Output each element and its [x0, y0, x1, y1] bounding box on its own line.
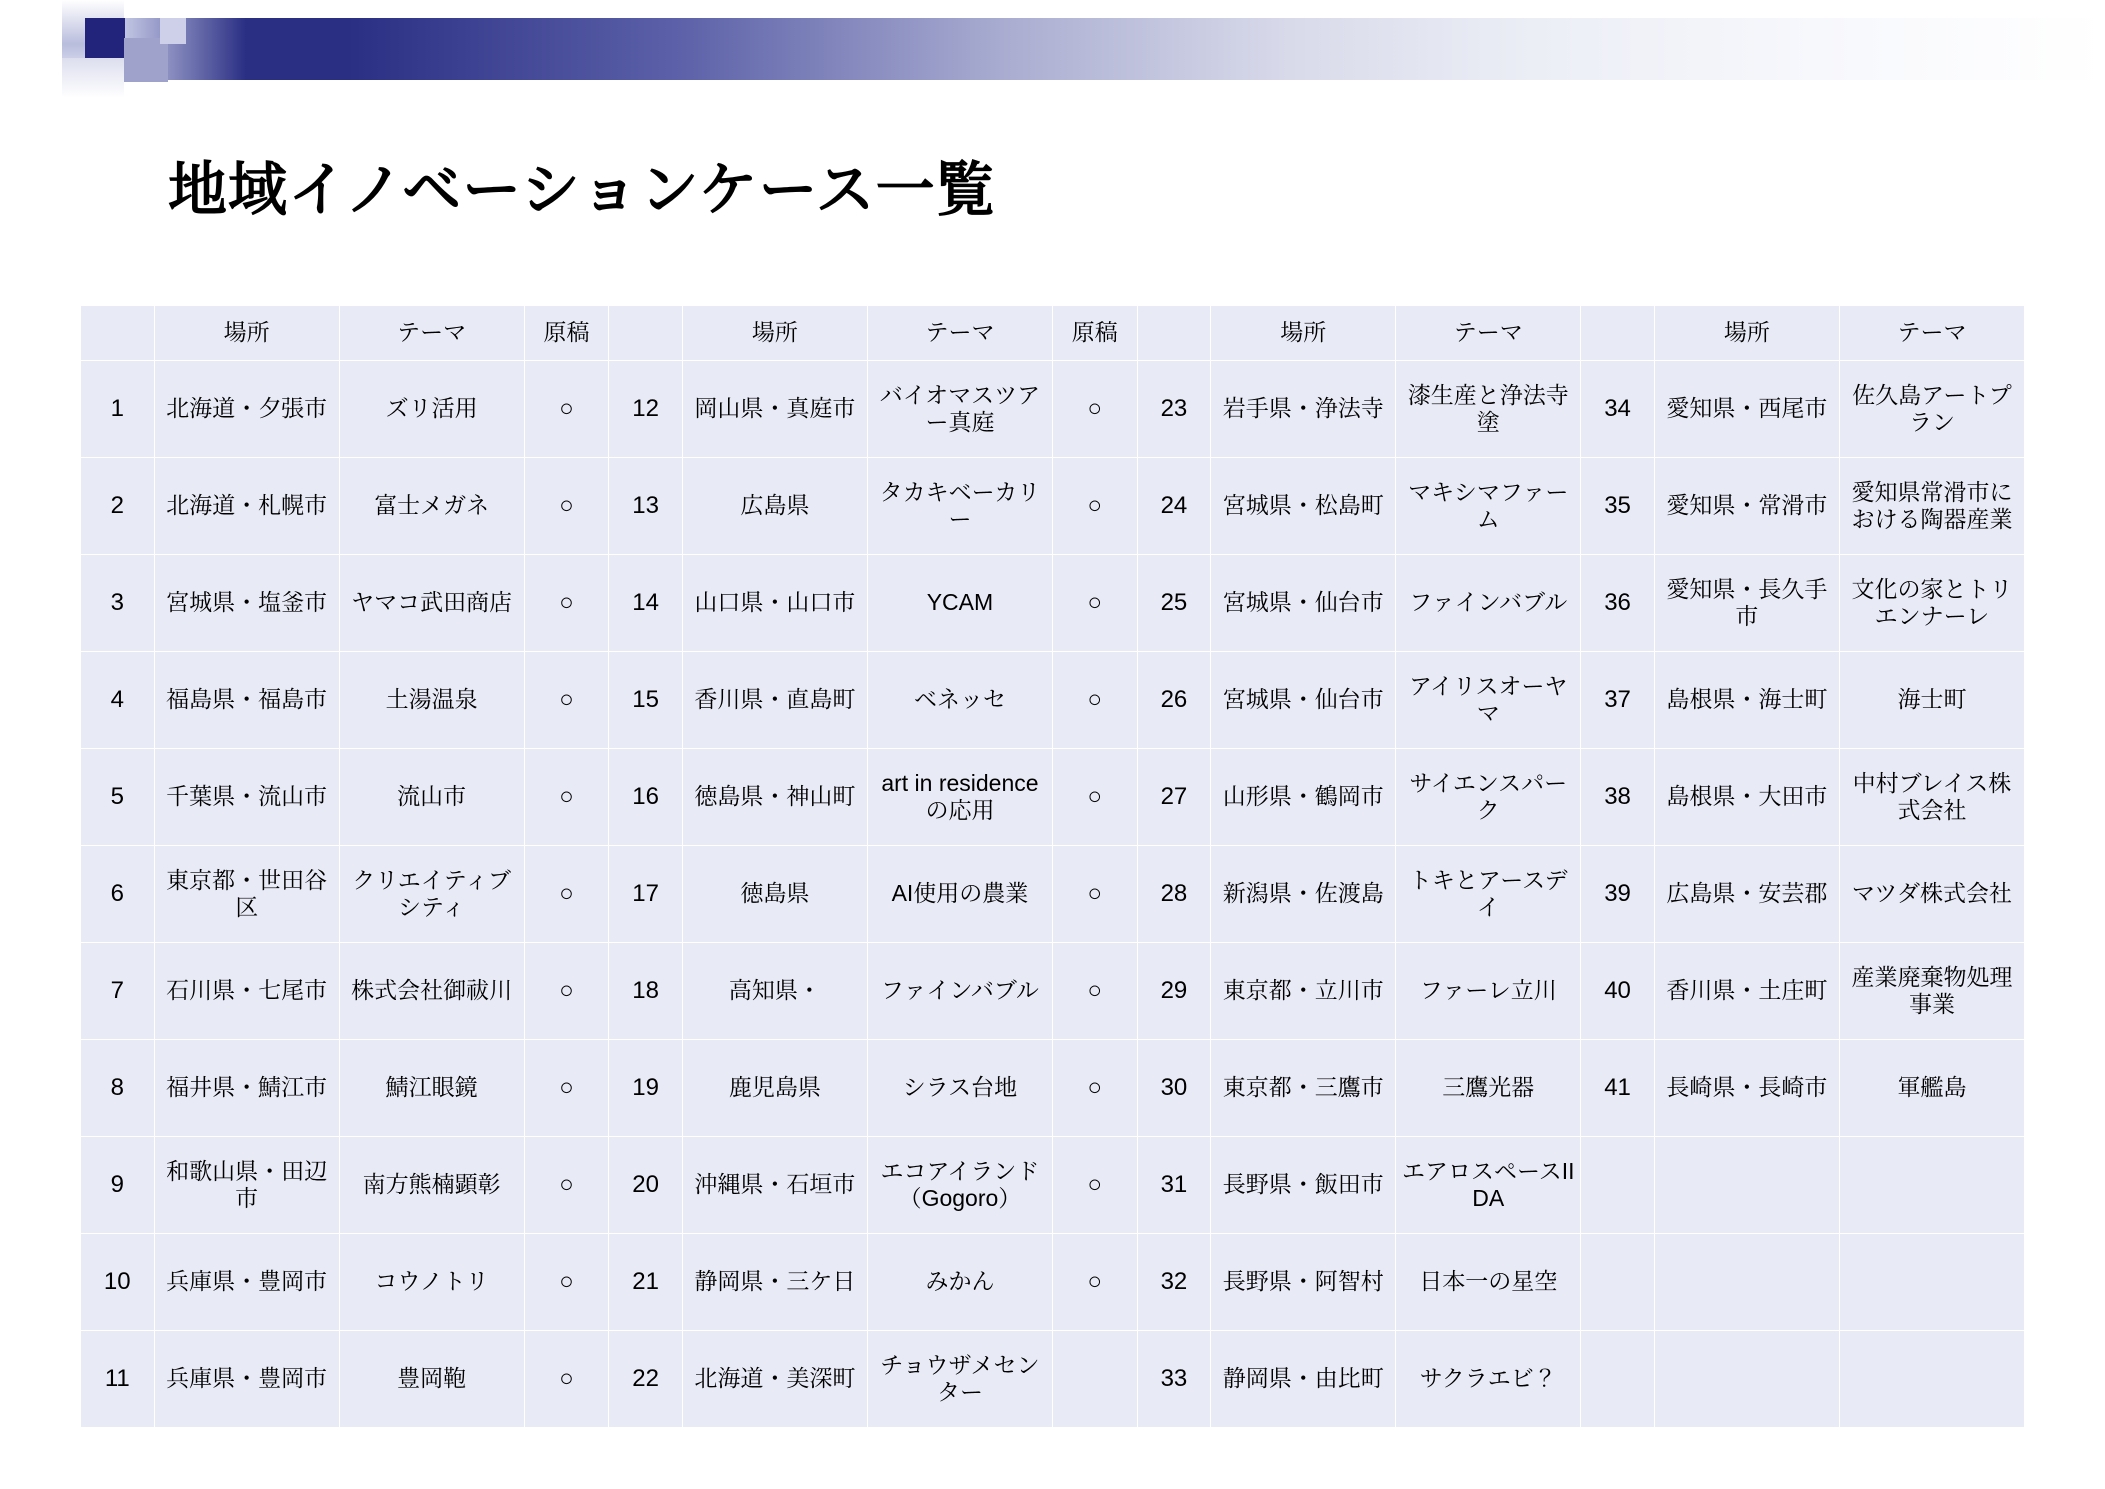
case-theme — [1839, 1234, 2024, 1331]
column-header-8 — [1137, 306, 1211, 361]
case-place — [1654, 1331, 1839, 1428]
case-theme: 株式会社御祓川 — [339, 943, 524, 1040]
case-place: 東京都・立川市 — [1211, 943, 1396, 1040]
case-theme: 文化の家とトリエンナーレ — [1839, 555, 2024, 652]
case-place: 北海道・美深町 — [682, 1331, 867, 1428]
case-number: 15 — [609, 652, 683, 749]
slide-header-band — [0, 0, 2105, 118]
case-theme: 中村ブレイス株式会社 — [1839, 749, 2024, 846]
case-manuscript-mark — [1052, 1331, 1137, 1428]
case-place: 千葉県・流山市 — [154, 749, 339, 846]
case-place: 愛知県・西尾市 — [1654, 361, 1839, 458]
case-number: 32 — [1137, 1234, 1211, 1331]
case-place: 東京都・世田谷区 — [154, 846, 339, 943]
case-place: 東京都・三鷹市 — [1211, 1040, 1396, 1137]
case-number: 23 — [1137, 361, 1211, 458]
column-header-4 — [609, 306, 683, 361]
case-place: 愛知県・長久手市 — [1654, 555, 1839, 652]
decor-square-dark — [85, 18, 125, 58]
decor-square-mid — [124, 38, 168, 82]
case-place — [1654, 1137, 1839, 1234]
case-place: 静岡県・三ケ日 — [682, 1234, 867, 1331]
case-number — [1581, 1137, 1655, 1234]
case-number: 3 — [81, 555, 155, 652]
case-theme: AI使用の農業 — [867, 846, 1052, 943]
case-number: 29 — [1137, 943, 1211, 1040]
case-number: 25 — [1137, 555, 1211, 652]
case-theme: エコアイランド（Gogoro） — [867, 1137, 1052, 1234]
page-title: 地域イノベーションケース一覧 — [168, 157, 996, 223]
case-manuscript-mark: ○ — [1052, 943, 1137, 1040]
case-theme: 土湯温泉 — [339, 652, 524, 749]
case-number: 13 — [609, 458, 683, 555]
case-number: 22 — [609, 1331, 683, 1428]
case-manuscript-mark: ○ — [524, 1331, 609, 1428]
case-number: 41 — [1581, 1040, 1655, 1137]
case-theme: YCAM — [867, 555, 1052, 652]
case-theme: 産業廃棄物処理事業 — [1839, 943, 2024, 1040]
case-theme — [1839, 1137, 2024, 1234]
case-place: 長野県・飯田市 — [1211, 1137, 1396, 1234]
column-header-3: 原稿 — [524, 306, 609, 361]
case-manuscript-mark: ○ — [524, 1234, 609, 1331]
table-row — [81, 1040, 2025, 1137]
case-number: 10 — [81, 1234, 155, 1331]
case-place: 長野県・阿智村 — [1211, 1234, 1396, 1331]
case-theme: トキとアースデイ — [1396, 846, 1581, 943]
case-theme: 漆生産と浄法寺塗 — [1396, 361, 1581, 458]
table-row — [81, 652, 2025, 749]
case-number: 18 — [609, 943, 683, 1040]
case-theme: 軍艦島 — [1839, 1040, 2024, 1137]
case-manuscript-mark: ○ — [524, 555, 609, 652]
case-place: 島根県・海士町 — [1654, 652, 1839, 749]
case-number: 2 — [81, 458, 155, 555]
case-number: 37 — [1581, 652, 1655, 749]
case-place: 宮城県・塩釜市 — [154, 555, 339, 652]
case-number: 7 — [81, 943, 155, 1040]
case-number: 9 — [81, 1137, 155, 1234]
case-number: 1 — [81, 361, 155, 458]
case-theme: ファインバブル — [867, 943, 1052, 1040]
case-number: 17 — [609, 846, 683, 943]
case-theme: サクラエビ？ — [1396, 1331, 1581, 1428]
case-place: 香川県・土庄町 — [1654, 943, 1839, 1040]
case-place: 長崎県・長崎市 — [1654, 1040, 1839, 1137]
case-theme: マキシマファーム — [1396, 458, 1581, 555]
case-place: 北海道・札幌市 — [154, 458, 339, 555]
case-theme: サイエンスパーク — [1396, 749, 1581, 846]
case-place: 兵庫県・豊岡市 — [154, 1331, 339, 1428]
case-theme: ファーレ立川 — [1396, 943, 1581, 1040]
case-number: 19 — [609, 1040, 683, 1137]
case-number: 16 — [609, 749, 683, 846]
case-theme: 富士メガネ — [339, 458, 524, 555]
case-manuscript-mark: ○ — [1052, 555, 1137, 652]
case-theme: エアロスペースIIDA — [1396, 1137, 1581, 1234]
case-place: 岡山県・真庭市 — [682, 361, 867, 458]
case-theme: 鯖江眼鏡 — [339, 1040, 524, 1137]
column-header-9: 場所 — [1211, 306, 1396, 361]
case-number — [1581, 1331, 1655, 1428]
case-number: 39 — [1581, 846, 1655, 943]
case-theme: 日本一の星空 — [1396, 1234, 1581, 1331]
case-theme: みかん — [867, 1234, 1052, 1331]
case-number: 33 — [1137, 1331, 1211, 1428]
case-number: 24 — [1137, 458, 1211, 555]
case-theme: art in residenceの応用 — [867, 749, 1052, 846]
case-theme: タカキベーカリー — [867, 458, 1052, 555]
table-row — [81, 749, 2025, 846]
case-place: 宮城県・仙台市 — [1211, 555, 1396, 652]
case-number: 14 — [609, 555, 683, 652]
case-number: 5 — [81, 749, 155, 846]
case-theme: 豊岡鞄 — [339, 1331, 524, 1428]
case-place: 山形県・鶴岡市 — [1211, 749, 1396, 846]
case-number — [1581, 1234, 1655, 1331]
column-header-6: テーマ — [867, 306, 1052, 361]
case-theme: コウノトリ — [339, 1234, 524, 1331]
case-theme: ズリ活用 — [339, 361, 524, 458]
case-place: 愛知県・常滑市 — [1654, 458, 1839, 555]
decor-square-small — [160, 18, 186, 44]
case-theme: 愛知県常滑市における陶器産業 — [1839, 458, 2024, 555]
case-number: 21 — [609, 1234, 683, 1331]
case-place: 福島県・福島市 — [154, 652, 339, 749]
case-manuscript-mark: ○ — [524, 458, 609, 555]
case-theme: ファインバブル — [1396, 555, 1581, 652]
case-manuscript-mark: ○ — [1052, 1137, 1137, 1234]
case-number: 36 — [1581, 555, 1655, 652]
case-theme: バイオマスツアー真庭 — [867, 361, 1052, 458]
case-place: 福井県・鯖江市 — [154, 1040, 339, 1137]
case-number: 27 — [1137, 749, 1211, 846]
cases-table — [80, 305, 2025, 1428]
case-place: 山口県・山口市 — [682, 555, 867, 652]
case-theme: 三鷹光器 — [1396, 1040, 1581, 1137]
table-row — [81, 555, 2025, 652]
case-theme: シラス台地 — [867, 1040, 1052, 1137]
column-header-5: 場所 — [682, 306, 867, 361]
case-number: 35 — [1581, 458, 1655, 555]
case-number: 31 — [1137, 1137, 1211, 1234]
case-manuscript-mark: ○ — [1052, 458, 1137, 555]
case-place: 徳島県・神山町 — [682, 749, 867, 846]
case-number: 30 — [1137, 1040, 1211, 1137]
case-theme: 南方熊楠顕彰 — [339, 1137, 524, 1234]
case-number: 40 — [1581, 943, 1655, 1040]
table-header-row — [81, 306, 2025, 361]
column-header-10: テーマ — [1396, 306, 1581, 361]
case-place: 岩手県・浄法寺 — [1211, 361, 1396, 458]
column-header-1: 場所 — [154, 306, 339, 361]
cases-table-wrap — [80, 305, 2025, 1428]
case-number: 11 — [81, 1331, 155, 1428]
case-number: 12 — [609, 361, 683, 458]
case-number: 8 — [81, 1040, 155, 1137]
case-theme: チョウザメセンター — [867, 1331, 1052, 1428]
case-theme: 流山市 — [339, 749, 524, 846]
case-place: 静岡県・由比町 — [1211, 1331, 1396, 1428]
case-number: 6 — [81, 846, 155, 943]
case-place: 広島県・安芸郡 — [1654, 846, 1839, 943]
column-header-12: 場所 — [1654, 306, 1839, 361]
case-place: 徳島県 — [682, 846, 867, 943]
case-theme: マツダ株式会社 — [1839, 846, 2024, 943]
table-row — [81, 458, 2025, 555]
case-theme: 佐久島アートプラン — [1839, 361, 2024, 458]
case-place: 鹿児島県 — [682, 1040, 867, 1137]
case-manuscript-mark: ○ — [1052, 1234, 1137, 1331]
column-header-2: テーマ — [339, 306, 524, 361]
case-theme — [1839, 1331, 2024, 1428]
case-place: 沖縄県・石垣市 — [682, 1137, 867, 1234]
case-place: 島根県・大田市 — [1654, 749, 1839, 846]
case-place: 宮城県・松島町 — [1211, 458, 1396, 555]
case-theme: 海士町 — [1839, 652, 2024, 749]
case-place — [1654, 1234, 1839, 1331]
case-manuscript-mark: ○ — [524, 846, 609, 943]
case-manuscript-mark: ○ — [524, 749, 609, 846]
case-manuscript-mark: ○ — [1052, 749, 1137, 846]
case-theme: クリエイティブシティ — [339, 846, 524, 943]
column-header-11 — [1581, 306, 1655, 361]
case-number: 4 — [81, 652, 155, 749]
case-manuscript-mark: ○ — [524, 943, 609, 1040]
case-place: 宮城県・仙台市 — [1211, 652, 1396, 749]
column-header-7: 原稿 — [1052, 306, 1137, 361]
column-header-0 — [81, 306, 155, 361]
table-row — [81, 1234, 2025, 1331]
column-header-13: テーマ — [1839, 306, 2024, 361]
case-theme: ベネッセ — [867, 652, 1052, 749]
gradient-bar — [62, 18, 2105, 80]
case-number: 20 — [609, 1137, 683, 1234]
case-manuscript-mark: ○ — [1052, 361, 1137, 458]
case-manuscript-mark: ○ — [524, 652, 609, 749]
table-row — [81, 846, 2025, 943]
table-row — [81, 1331, 2025, 1428]
case-place: 高知県・ — [682, 943, 867, 1040]
case-place: 石川県・七尾市 — [154, 943, 339, 1040]
case-theme: アイリスオーヤマ — [1396, 652, 1581, 749]
case-manuscript-mark: ○ — [524, 1137, 609, 1234]
case-number: 38 — [1581, 749, 1655, 846]
case-number: 34 — [1581, 361, 1655, 458]
decor-square-pale — [62, 58, 124, 98]
case-number: 26 — [1137, 652, 1211, 749]
case-manuscript-mark: ○ — [1052, 652, 1137, 749]
case-number: 28 — [1137, 846, 1211, 943]
case-place: 広島県 — [682, 458, 867, 555]
case-theme: ヤマコ武田商店 — [339, 555, 524, 652]
case-manuscript-mark: ○ — [524, 361, 609, 458]
table-row — [81, 361, 2025, 458]
case-place: 北海道・夕張市 — [154, 361, 339, 458]
case-manuscript-mark: ○ — [1052, 846, 1137, 943]
case-place: 香川県・直島町 — [682, 652, 867, 749]
case-manuscript-mark: ○ — [524, 1040, 609, 1137]
case-manuscript-mark: ○ — [1052, 1040, 1137, 1137]
case-place: 新潟県・佐渡島 — [1211, 846, 1396, 943]
table-row — [81, 1137, 2025, 1234]
table-row — [81, 943, 2025, 1040]
case-place: 兵庫県・豊岡市 — [154, 1234, 339, 1331]
case-place: 和歌山県・田辺市 — [154, 1137, 339, 1234]
